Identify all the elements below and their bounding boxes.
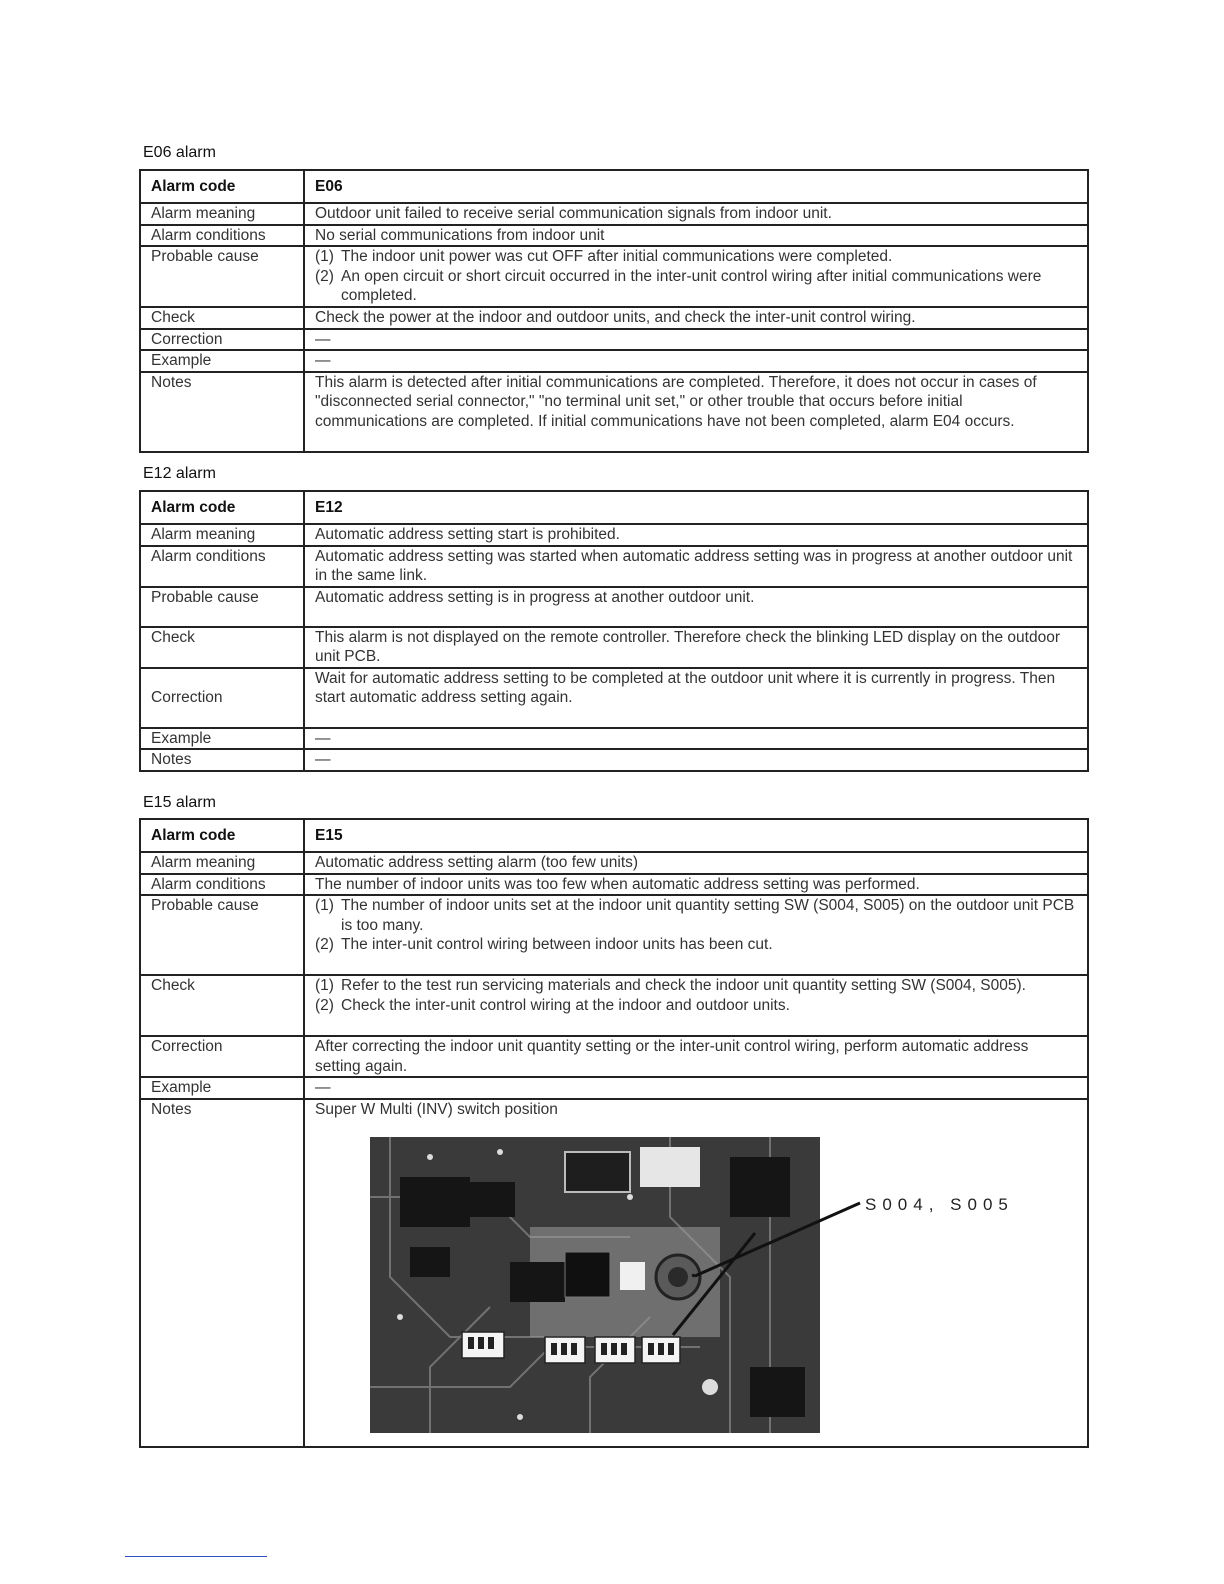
probable-cause-label: Probable cause xyxy=(140,246,304,307)
example-label: Example xyxy=(140,728,304,750)
example-value: — xyxy=(304,728,1088,750)
alarm-conditions-value: The number of indoor units was too few when automatic address setting was performed. xyxy=(304,874,1088,896)
check-label: Check xyxy=(140,627,304,668)
check-value xyxy=(304,975,1088,1036)
check-value: This alarm is not displayed on the remote controller. Therefore check the blinking LED display on the outdoor unit PCB. xyxy=(304,627,1088,668)
item-text: The number of indoor units set at the indoor unit quantity setting SW (S004, S005) on the outdoor unit PCB is too many. xyxy=(341,897,1075,934)
correction-value: — xyxy=(304,329,1088,351)
alarm-meaning-value: Automatic address setting alarm (too few units) xyxy=(304,852,1088,874)
alarm-code-value: E12 xyxy=(304,491,1088,524)
callout-leader-lines xyxy=(315,1123,1095,1443)
check-label: Check xyxy=(140,975,304,1036)
probable-cause-value xyxy=(304,246,1088,307)
table-row xyxy=(140,225,1088,247)
item-number: (1) xyxy=(315,248,334,265)
notes-value xyxy=(304,1099,1088,1447)
table-row xyxy=(140,852,1088,874)
check-value: Check the power at the indoor and outdoor units, and check the inter-unit control wiring. xyxy=(304,307,1088,329)
list-item xyxy=(315,896,1077,935)
table-row xyxy=(140,1036,1088,1077)
table-row xyxy=(140,975,1088,1036)
table-row xyxy=(140,350,1088,372)
item-text: An open circuit or short circuit occurred in the inter-unit control wiring after initial communications were completed. xyxy=(341,267,1042,304)
alarm-meaning-label: Alarm meaning xyxy=(140,524,304,546)
example-value: — xyxy=(304,1077,1088,1099)
alarm-conditions-value: No serial communications from indoor unit xyxy=(304,225,1088,247)
table-row xyxy=(140,307,1088,329)
alarm-conditions-value: Automatic address setting was started when automatic address setting was in progress at another outdoor unit in the same link. xyxy=(304,546,1088,587)
table-row xyxy=(140,895,1088,975)
notes-label: Notes xyxy=(140,1099,304,1447)
table-row xyxy=(140,1099,1088,1447)
notes-text: Super W Multi (INV) switch position xyxy=(315,1100,558,1118)
table-row xyxy=(140,1077,1088,1099)
alarm-meaning-value: Outdoor unit failed to receive serial communication signals from indoor unit. xyxy=(304,203,1088,225)
alarm-meaning-label: Alarm meaning xyxy=(140,203,304,225)
table-row xyxy=(140,668,1088,728)
alarm-code-value: E15 xyxy=(304,819,1088,852)
e06-alarm-table xyxy=(139,169,1089,453)
table-row xyxy=(140,170,1088,203)
item-text: Refer to the test run servicing materials and check the indoor unit quantity setting SW (S004, S005). xyxy=(341,977,1026,994)
example-label: Example xyxy=(140,1077,304,1099)
correction-label: Correction xyxy=(140,668,304,728)
table-row xyxy=(140,749,1088,771)
probable-cause-value: Automatic address setting is in progress at another outdoor unit. xyxy=(304,587,1088,627)
switch-callout-label: S004, S005 xyxy=(865,1195,1014,1214)
item-text: The inter-unit control wiring between indoor units has been cut. xyxy=(341,936,773,953)
alarm-code-label: Alarm code xyxy=(140,170,304,203)
footer-rule xyxy=(125,1556,267,1557)
item-text: Check the inter-unit control wiring at the indoor and outdoor units. xyxy=(341,996,790,1014)
item-text: The indoor unit power was cut OFF after initial communications were completed. xyxy=(341,248,893,265)
table-row xyxy=(140,627,1088,668)
table-row xyxy=(140,587,1088,627)
list-item xyxy=(315,247,1077,267)
correction-label: Correction xyxy=(140,1036,304,1077)
e12-heading: E12 alarm xyxy=(143,465,216,482)
table-row xyxy=(140,372,1088,452)
alarm-code-label: Alarm code xyxy=(140,491,304,524)
notes-label: Notes xyxy=(140,749,304,771)
probable-cause-label: Probable cause xyxy=(140,587,304,627)
alarm-conditions-label: Alarm conditions xyxy=(140,546,304,587)
item-number: (2) xyxy=(315,267,334,285)
table-row xyxy=(140,203,1088,225)
notes-value: — xyxy=(304,749,1088,771)
item-number: (1) xyxy=(315,897,334,914)
table-row xyxy=(140,546,1088,587)
item-number: (1) xyxy=(315,977,334,994)
alarm-meaning-label: Alarm meaning xyxy=(140,852,304,874)
probable-cause-label: Probable cause xyxy=(140,895,304,975)
correction-value: After correcting the indoor unit quantity setting or the inter-unit control wiring, perform automatic address setting again. xyxy=(304,1036,1088,1077)
correction-value: Wait for automatic address setting to be completed at the outdoor unit where it is currently in progress. Then start automatic address setting again. xyxy=(304,668,1088,728)
e12-alarm-table xyxy=(139,490,1089,772)
example-label: Example xyxy=(140,350,304,372)
e15-alarm-table xyxy=(139,818,1089,1448)
check-label: Check xyxy=(140,307,304,329)
alarm-conditions-label: Alarm conditions xyxy=(140,225,304,247)
alarm-code-label: Alarm code xyxy=(140,819,304,852)
notes-label: Notes xyxy=(140,372,304,452)
list-item xyxy=(315,996,1077,1016)
e06-heading: E06 alarm xyxy=(143,144,216,161)
item-number: (2) xyxy=(315,996,334,1014)
switch-position-figure xyxy=(315,1123,1077,1443)
list-item xyxy=(315,267,1077,306)
table-row xyxy=(140,874,1088,896)
list-item xyxy=(315,935,1077,955)
table-row xyxy=(140,246,1088,307)
table-row xyxy=(140,819,1088,852)
table-row xyxy=(140,329,1088,351)
alarm-conditions-label: Alarm conditions xyxy=(140,874,304,896)
list-item xyxy=(315,976,1077,996)
example-value: — xyxy=(304,350,1088,372)
e15-heading: E15 alarm xyxy=(143,794,216,811)
probable-cause-value xyxy=(304,895,1088,975)
correction-label: Correction xyxy=(140,329,304,351)
table-row xyxy=(140,728,1088,750)
table-row xyxy=(140,491,1088,524)
notes-value: This alarm is detected after initial communications are completed. Therefore, it does not occur in cases of "disconnected serial connector," "no terminal unit set," or other trouble that occurs before initial communications are completed. If initial communications have not been completed, alarm E04 occurs. xyxy=(304,372,1088,452)
alarm-code-value: E06 xyxy=(304,170,1088,203)
item-number: (2) xyxy=(315,936,334,953)
table-row xyxy=(140,524,1088,546)
alarm-meaning-value: Automatic address setting start is prohibited. xyxy=(304,524,1088,546)
